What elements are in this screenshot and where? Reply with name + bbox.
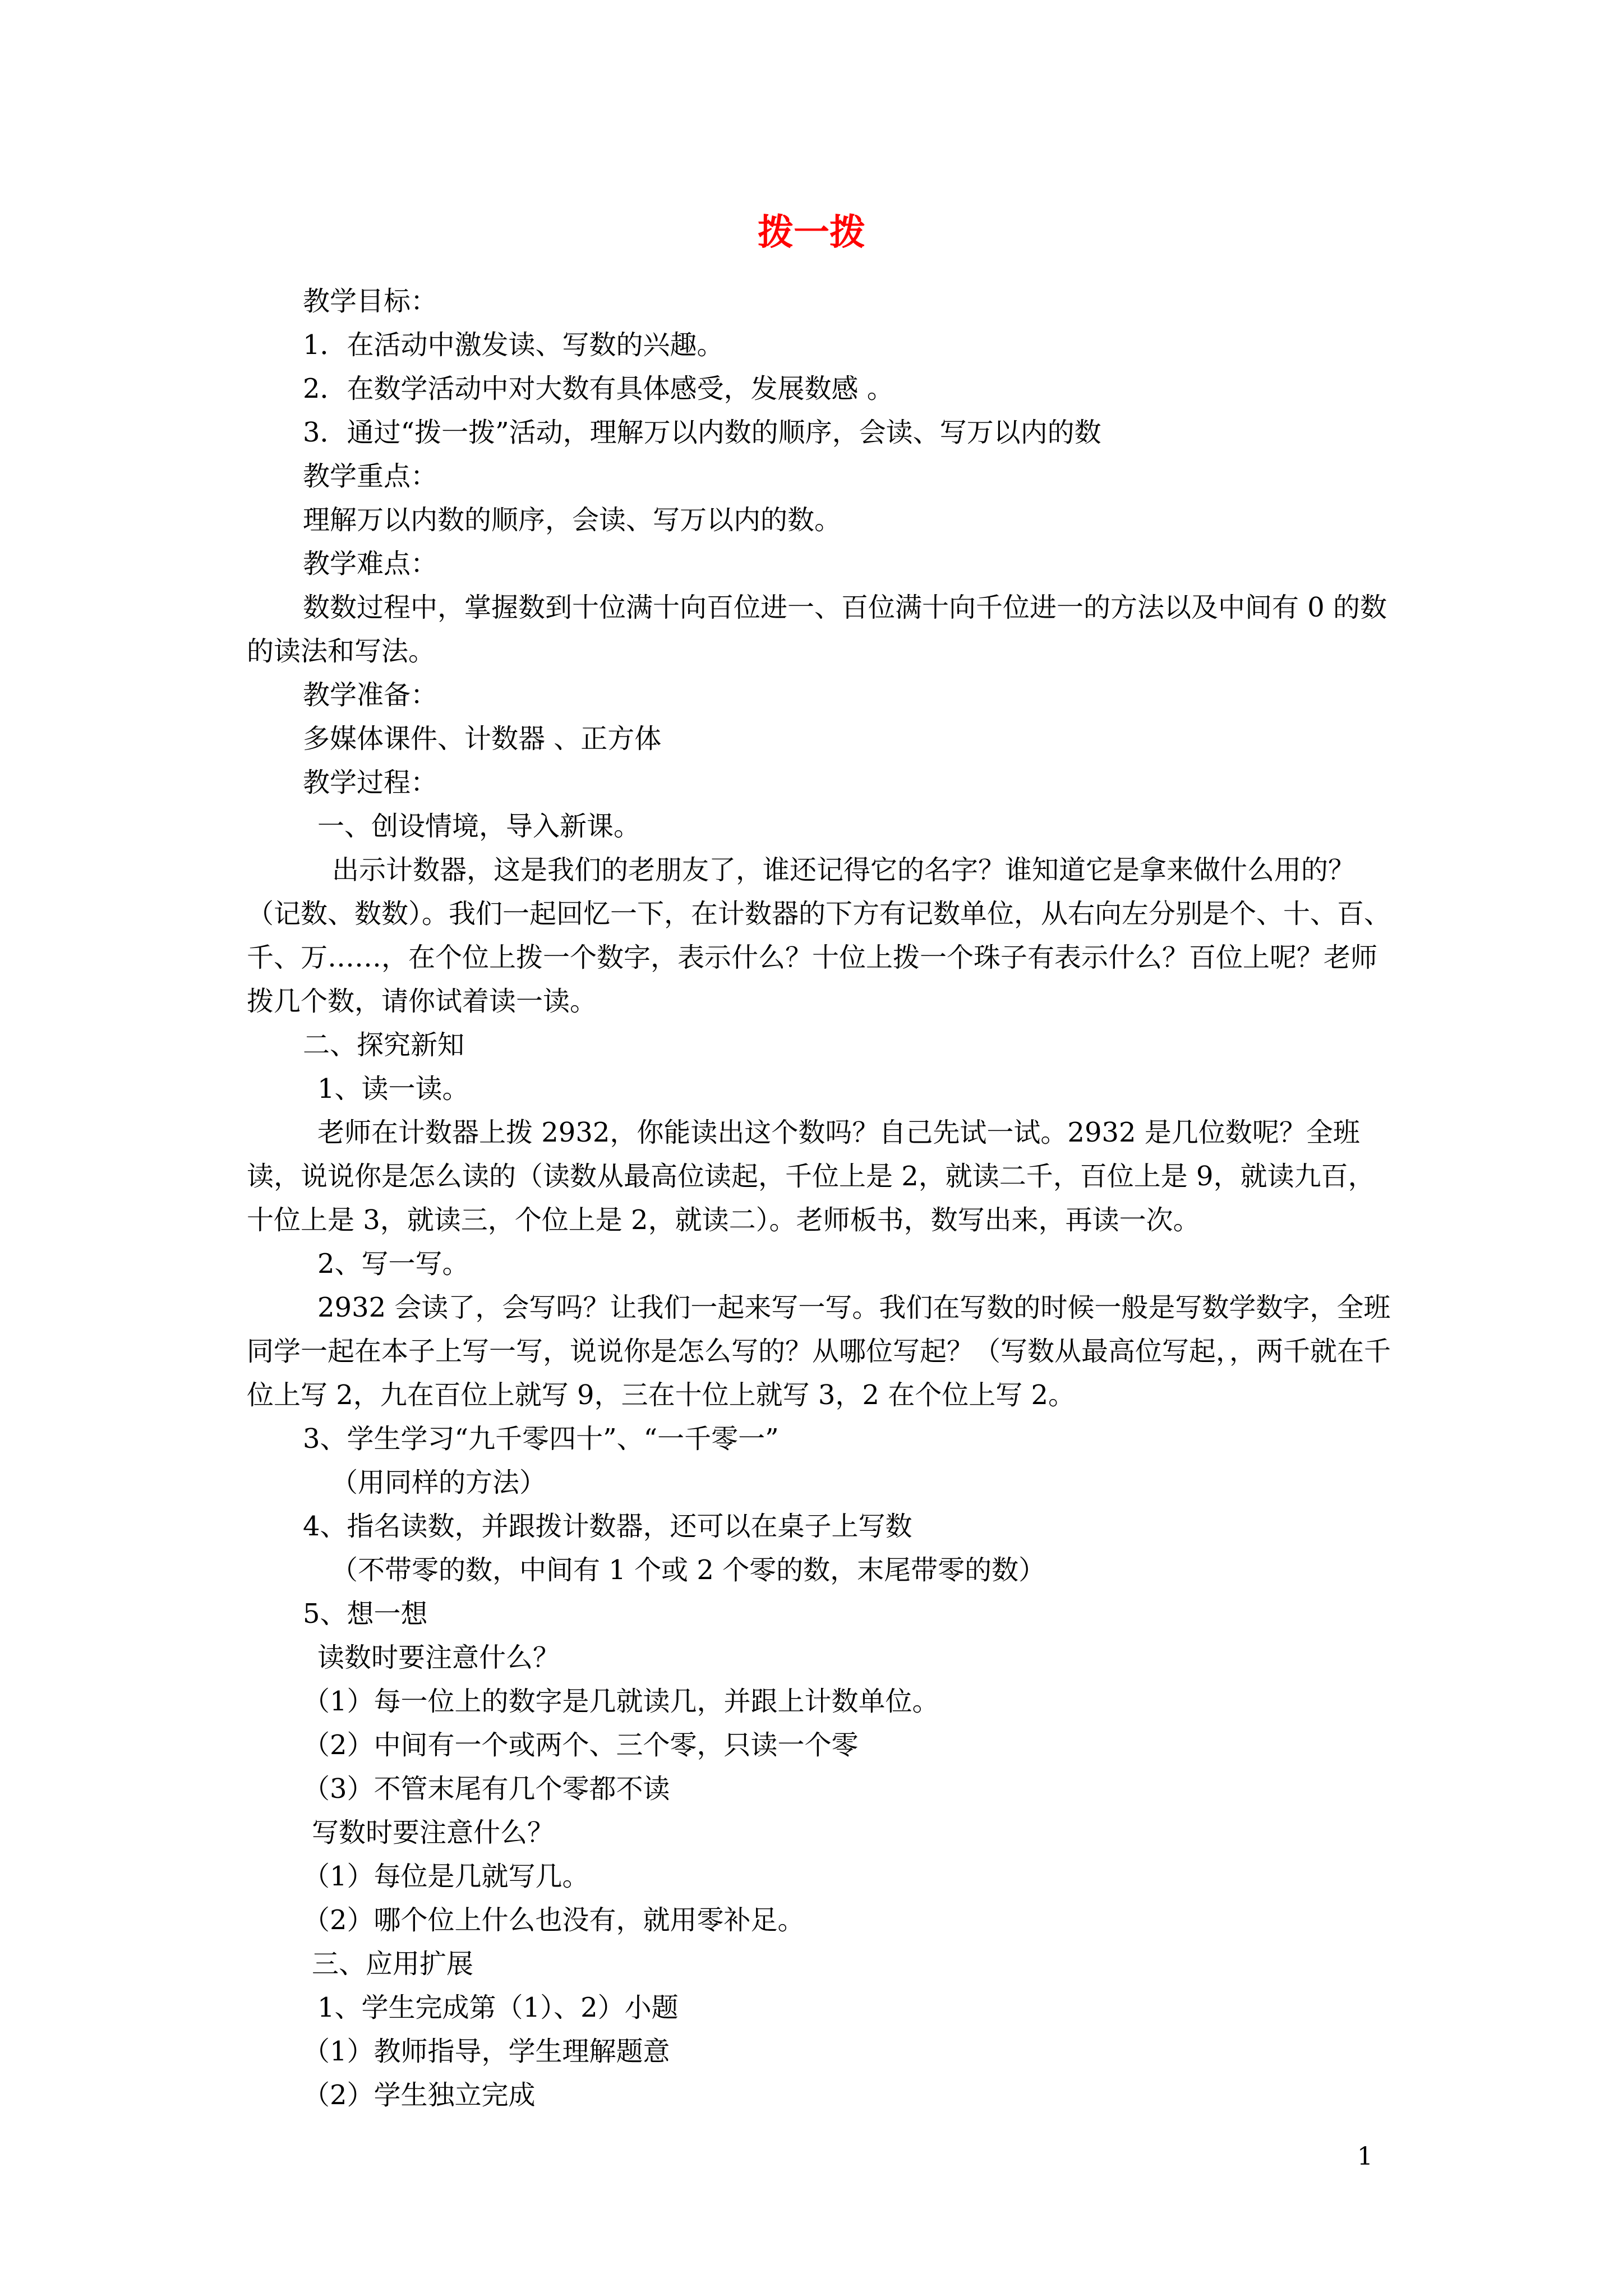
list-item: （2）哪个位上什么也没有，就用零补足。: [303, 1904, 805, 1936]
reading-paragraph: 老师在计数器上拨 2932，你能读出这个数吗？自己先试一试。2932 是几位数呢？全班读，说说你是怎么读的（读数从最高位读起，千位上是 2，就读二千，百位上是 9，就读九百，十位上是 3，就读三，个位上是 2，就读二）。老师板书，数写出来，再读一次。: [247, 1117, 1375, 1236]
list-item: （1）教师指导，学生理解题意: [303, 2036, 670, 2067]
section-heading-preparation: 教学准备：: [303, 679, 438, 711]
question-text: 写数时要注意什么？: [312, 1817, 555, 1848]
sub-step-heading: 1、学生完成第（1）、2）小题: [317, 1992, 679, 2023]
sub-step-heading: 3、学生学习“九千零四十”、“一千零一”: [303, 1423, 779, 1455]
key-points-text: 理解万以内数的顺序，会读、写万以内的数。: [303, 504, 842, 536]
note-text: （不带零的数，中间有 1 个或 2 个零的数，末尾带零的数）: [331, 1554, 1046, 1586]
sub-step-heading: 4、指名读数，并跟拨计数器，还可以在桌子上写数: [303, 1511, 912, 1542]
objective-item: 1．在活动中激发读、写数的兴趣。: [303, 329, 724, 361]
section-heading-process: 教学过程：: [303, 767, 438, 798]
list-item: （3）不管末尾有几个零都不读: [303, 1773, 670, 1805]
step-heading: 三、应用扩展: [312, 1948, 474, 1980]
document-title: 拨一拨: [758, 211, 865, 254]
objective-item: 2．在数学活动中对大数有具体感受，发展数感 。: [303, 373, 894, 404]
preparation-text: 多媒体课件、计数器 、正方体: [303, 723, 662, 754]
step-heading: 一、创设情境，导入新课。: [317, 811, 641, 842]
writing-paragraph: 2932 会读了，会写吗？让我们一起来写一写。我们在写数的时候一般是写数学数字，全班同学一起在本子上写一写，说说你是怎么写的？从哪位写起？（写数从最高位写起，，两千就在千位上写 2，九在百位上就写 9，三在十位上就写 3，2 在个位上写 2。: [247, 1292, 1391, 1411]
question-text: 读数时要注意什么？: [317, 1642, 560, 1673]
section-heading-key-points: 教学重点：: [303, 461, 438, 492]
note-text: （用同样的方法）: [331, 1467, 547, 1498]
list-item: （2）学生独立完成: [303, 2079, 536, 2111]
difficulties-paragraph: 数数过程中，掌握数到十位满十向百位进一、百位满十向千位进一的方法以及中间有 0 的数的读法和写法。: [247, 592, 1387, 667]
sub-step-heading: 2、写一写。: [317, 1248, 469, 1280]
section-heading-difficulties: 教学难点：: [303, 548, 438, 579]
sub-step-heading: 5、想一想: [303, 1598, 428, 1630]
list-item: （1）每一位上的数字是几就读几，并跟上计数单位。: [303, 1686, 939, 1717]
objective-item: 3．通过“拨一拨”活动，理解万以内数的顺序，会读、写万以内的数: [303, 417, 1101, 448]
list-item: （2）中间有一个或两个、三个零，只读一个零: [303, 1729, 859, 1761]
page-number: 1: [1357, 2142, 1373, 2171]
step-heading: 二、探究新知: [303, 1029, 465, 1061]
intro-paragraph: 出示计数器，这是我们的老朋友了，谁还记得它的名字？谁知道它是拿来做什么用的？（记数、数数）。我们一起回忆一下，在计数器的下方有记数单位，从右向左分别是个、十、百、千、万……，在个位上拨一个数字，表示什么？十位上拨一个珠子有表示什么？百位上呢？老师拨几个数，请你试着读一读。: [247, 854, 1391, 1017]
sub-step-heading: 1、读一读。: [317, 1073, 469, 1105]
list-item: （1）每位是几就写几。: [303, 1861, 589, 1892]
section-heading-objectives: 教学目标：: [303, 286, 438, 317]
document-body: [247, 279, 1391, 2117]
